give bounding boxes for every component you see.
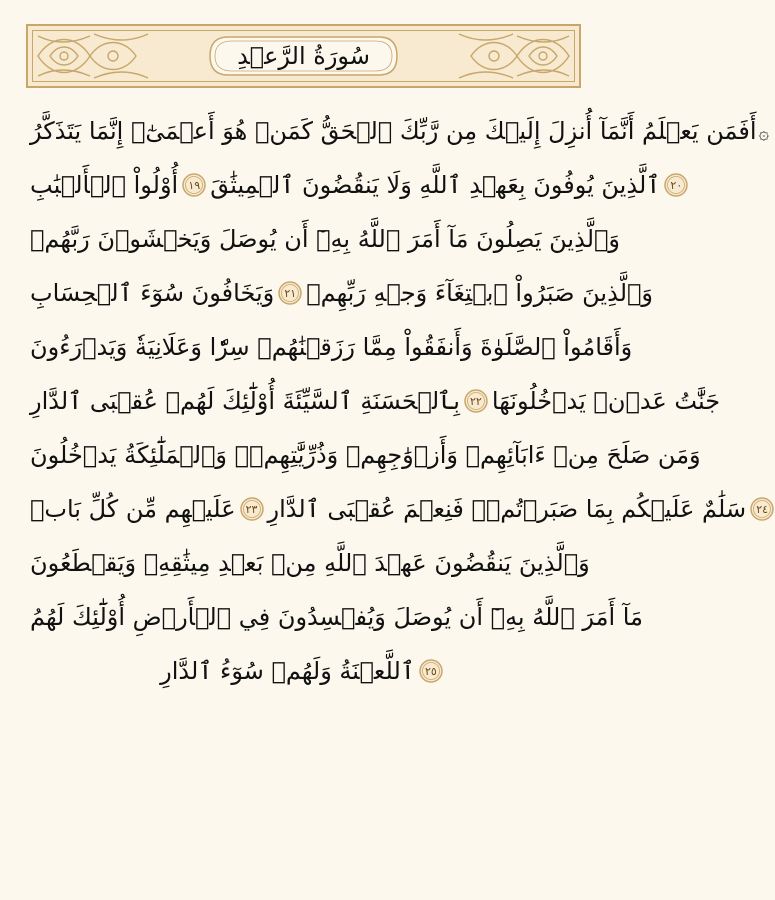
verse-text: وَٱلَّذِينَ يَنقُضُونَ عَهۡدَ ٱللَّهِ مِنۢ بَعۡدِ مِيثَٰقِهِۦ وَيَقۡطَعُونَ	[30, 549, 590, 577]
ayah-number: ٢٣	[245, 502, 258, 516]
text-line	[30, 536, 590, 590]
text-line	[30, 266, 654, 320]
verse-text: وَيَخَافُونَ سُوٓءَ ٱلۡحِسَابِ	[30, 279, 275, 307]
verse-text: وَٱلَّذِينَ يَصِلُونَ مَآ أَمَرَ ٱللَّهُ بِهِۦٓ أَن يُوصَلَ وَيَخۡشَوۡنَ رَبَّهُمۡ	[30, 225, 621, 253]
text-line	[30, 158, 683, 212]
ayah-number-marker	[749, 496, 775, 522]
verse-text: ٱللَّعۡنَةُ وَلَهُمۡ سُوٓءُ ٱلدَّارِ	[160, 657, 415, 685]
verse-text: سَلَٰمٌ عَلَيۡكُم بِمَا صَبَرۡتُمۡۚ فَنِعۡمَ عُقۡبَى ٱلدَّارِ	[267, 495, 747, 523]
surah-title: سُورَةُ الرَّعۡدِ	[237, 42, 370, 70]
ayah-number-marker	[463, 388, 489, 414]
text-line	[30, 104, 770, 158]
text-line	[30, 428, 701, 482]
verse-text: وَٱلَّذِينَ صَبَرُواْ ٱبۡتِغَآءَ وَجۡهِ رَبِّهِمۡ	[306, 279, 654, 307]
surah-title-cartouche	[208, 35, 399, 77]
verse-text: جَنَّٰتُ عَدۡنٖ يَدۡخُلُونَهَا	[491, 387, 721, 415]
arabesque-ornament-icon	[32, 28, 152, 84]
ayah-number-marker	[239, 496, 265, 522]
text-line	[30, 374, 721, 428]
verse-text: وَمَن صَلَحَ مِنۡ ءَابَآئِهِمۡ وَأَزۡوَٰجِهِمۡ وَذُرِّيَّٰتِهِمۡۖ وَٱلۡمَلَٰٓئِكَةُ يَدۡخُلُونَ	[30, 441, 701, 469]
ayah-number-marker	[181, 172, 207, 198]
verse-text: عَلَيۡهِم مِّن كُلِّ بَابٖ	[30, 495, 236, 523]
text-line	[30, 320, 633, 374]
text-line	[30, 644, 577, 698]
ayah-number-marker	[663, 172, 689, 198]
text-line	[30, 212, 621, 266]
surah-header-frame	[26, 24, 581, 88]
verse-text: ٱلَّذِينَ يُوفُونَ بِعَهۡدِ ٱللَّهِ وَلَا يَنقُضُونَ ٱلۡمِيثَٰقَ	[210, 171, 661, 199]
verse-text: وَأَقَامُواْ ٱلصَّلَوٰةَ وَأَنفَقُواْ مِمَّا رَزَقۡنَٰهُمۡ سِرّٗا وَعَلَانِيَةٗ وَيَدۡرَءُونَ	[30, 333, 633, 361]
ayah-number-marker	[418, 658, 444, 684]
ayah-number: ٢٥	[424, 664, 437, 678]
hizb-marker-icon: ۞	[758, 123, 770, 144]
ayah-number: ٢٢	[469, 394, 482, 408]
text-line	[30, 590, 643, 644]
verse-text: ۞أَفَمَن يَعۡلَمُ أَنَّمَآ أُنزِلَ إِلَيۡكَ مِن رَّبِّكَ ٱلۡحَقُّ كَمَنۡ هُوَ أَعۡمَىٰٓۚ إِنَّمَا يَتَذَكَّرُ	[30, 117, 770, 145]
verse-text: مَآ أَمَرَ ٱللَّهُ بِهِۦٓ أَن يُوصَلَ وَيُفۡسِدُونَ فِي ٱلۡأَرۡضِ أُوْلَٰٓئِكَ لَهُمُ	[30, 603, 643, 631]
ayah-number-marker	[277, 280, 303, 306]
text-line	[30, 482, 769, 536]
ayah-number: ٢١	[284, 286, 297, 300]
ayah-number: ٢٤	[756, 502, 769, 516]
ayah-number: ١٩	[188, 178, 201, 192]
verse-text: أُوْلُواْ ٱلۡأَلۡبَٰبِ	[30, 171, 179, 199]
ayah-number: ٢٠	[670, 178, 683, 192]
arabesque-ornament-icon	[455, 28, 575, 84]
verse-text: بِٱلۡحَسَنَةِ ٱلسَّيِّئَةَ أُوْلَٰٓئِكَ لَهُمۡ عُقۡبَى ٱلدَّارِ	[30, 387, 460, 415]
